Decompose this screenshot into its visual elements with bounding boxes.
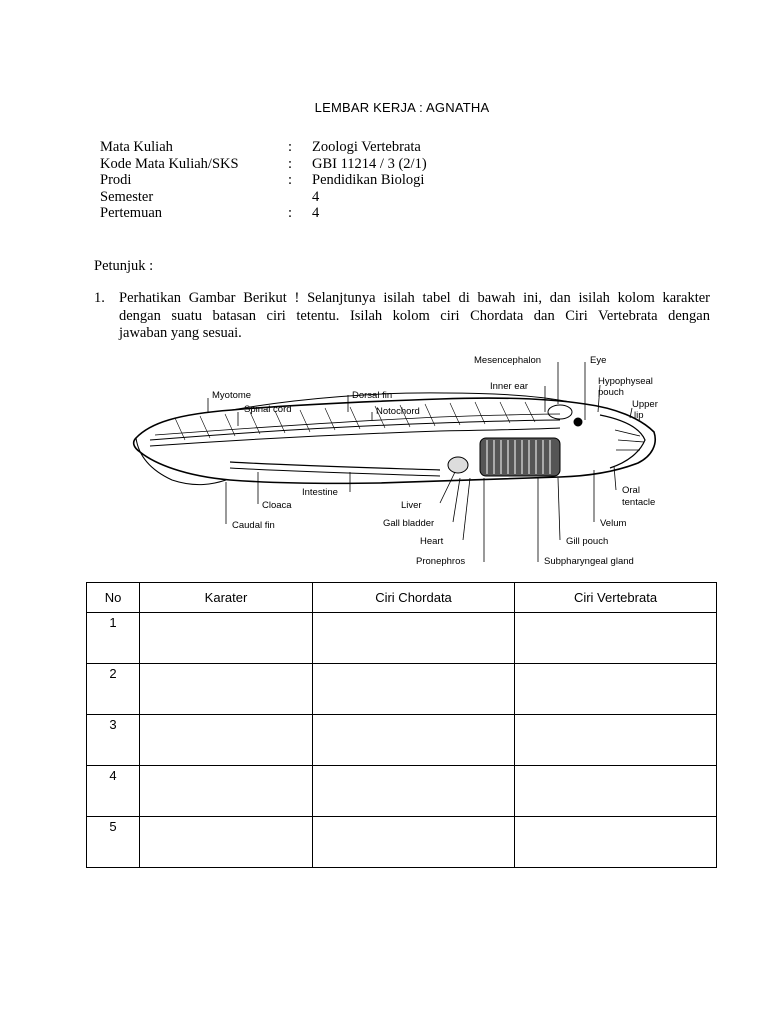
label-subpharyngeal-gland: Subpharyngeal gland xyxy=(544,556,634,567)
instruction-line: jawaban yang sesuai. xyxy=(119,325,242,342)
meta-row-course xyxy=(100,139,427,156)
label-pronephros: Pronephros xyxy=(416,556,466,567)
instructions-heading: Petunjuk : xyxy=(94,258,154,274)
karakter-cell[interactable] xyxy=(140,613,313,664)
meta-value: 4 xyxy=(312,205,320,222)
meta-colon xyxy=(288,189,312,206)
table-row xyxy=(87,817,717,868)
meta-row-meeting xyxy=(100,205,427,222)
label-velum: Velum xyxy=(600,518,627,529)
instruction-number: 1. xyxy=(94,290,105,306)
meta-label: Mata Kuliah xyxy=(100,139,173,155)
meta-value: Pendidikan Biologi xyxy=(312,172,425,189)
ciri-vertebrata-cell[interactable] xyxy=(515,664,717,715)
label-hypophyseal: Hypophyseal xyxy=(598,376,653,387)
ciri-chordata-cell[interactable] xyxy=(313,664,515,715)
ciri-chordata-cell[interactable] xyxy=(313,715,515,766)
ciri-vertebrata-cell[interactable] xyxy=(515,613,717,664)
table-row xyxy=(87,715,717,766)
course-info xyxy=(100,139,427,222)
ciri-vertebrata-cell[interactable] xyxy=(515,817,717,868)
row-number: 5 xyxy=(87,817,140,868)
row-number: 2 xyxy=(87,664,140,715)
table-header-row xyxy=(87,583,717,613)
ciri-chordata-cell[interactable] xyxy=(313,613,515,664)
label-gill-pouch: Gill pouch xyxy=(566,536,609,547)
meta-colon: : xyxy=(288,205,293,222)
header-ciri-chordata: Ciri Chordata xyxy=(313,583,515,613)
larva-body-illustration xyxy=(134,393,656,485)
label-notochord: Notochord xyxy=(376,406,420,417)
meta-row-prodi xyxy=(100,172,427,189)
label-gall-bladder: Gall bladder xyxy=(383,518,435,529)
meta-label: Kode Mata Kuliah/SKS xyxy=(100,155,239,172)
meta-value: 4 xyxy=(312,188,320,205)
header-karakter: Karater xyxy=(140,583,313,613)
label-inner-ear: Inner ear xyxy=(490,381,529,392)
meta-value: Zoologi Vertebrata xyxy=(312,139,421,155)
row-number: 4 xyxy=(87,766,140,817)
instruction-line: dengan suatu batasan ciri tetentu. Isilah kolom ciri Chordata dan Ciri Vertebrata dengan xyxy=(119,307,710,324)
label-pouch: pouch xyxy=(598,387,624,398)
label-lip: lip xyxy=(634,410,644,421)
label-intestine: Intestine xyxy=(302,487,338,498)
instruction-line: Perhatikan Gambar Berikut ! Selanjtunya isilah tabel di bawah ini, dan isilah kolom karakter xyxy=(119,290,710,306)
table-row xyxy=(87,613,717,664)
label-cloaca: Cloaca xyxy=(262,500,292,511)
table-row xyxy=(87,766,717,817)
label-tentacle: tentacle xyxy=(622,497,656,508)
karakter-cell[interactable] xyxy=(140,715,313,766)
ciri-chordata-cell[interactable] xyxy=(313,766,515,817)
karakter-cell[interactable] xyxy=(140,766,313,817)
table-row xyxy=(87,664,717,715)
meta-row-code xyxy=(100,156,427,173)
instruction-text xyxy=(119,290,710,343)
label-spinal-cord: Spinal cord xyxy=(244,404,292,415)
ciri-vertebrata-cell[interactable] xyxy=(515,715,717,766)
instruction-item xyxy=(94,290,710,343)
ciri-vertebrata-cell[interactable] xyxy=(515,766,717,817)
karakter-cell[interactable] xyxy=(140,817,313,868)
answer-table xyxy=(86,582,717,868)
label-oral: Oral xyxy=(622,485,640,496)
label-caudal-fin: Caudal fin xyxy=(232,520,275,531)
meta-label: Pertemuan xyxy=(100,205,163,222)
label-upper: Upper xyxy=(632,399,658,410)
label-eye: Eye xyxy=(590,355,607,366)
meta-value: GBI 11214 / 3 (2/1) xyxy=(312,155,427,172)
meta-label: Semester xyxy=(100,188,154,205)
meta-label: Prodi xyxy=(100,172,132,189)
label-heart: Heart xyxy=(420,536,444,547)
ciri-chordata-cell[interactable] xyxy=(313,817,515,868)
meta-row-semester xyxy=(100,189,427,206)
label-myotome: Myotome xyxy=(212,390,252,401)
row-number: 3 xyxy=(87,715,140,766)
label-dorsal-fin: Dorsal fin xyxy=(352,390,393,401)
row-number: 1 xyxy=(87,613,140,664)
label-leader-lines xyxy=(208,362,632,562)
meta-colon: : xyxy=(288,139,293,155)
label-liver: Liver xyxy=(401,500,422,511)
header-ciri-vertebrata: Ciri Vertebrata xyxy=(515,583,717,613)
label-mesencephalon: Mesencephalon xyxy=(474,355,542,366)
karakter-cell[interactable] xyxy=(140,664,313,715)
header-no: No xyxy=(87,583,140,613)
meta-colon: : xyxy=(288,155,293,172)
meta-colon: : xyxy=(288,172,293,189)
page-title: LEMBAR KERJA : AGNATHA xyxy=(314,100,490,115)
